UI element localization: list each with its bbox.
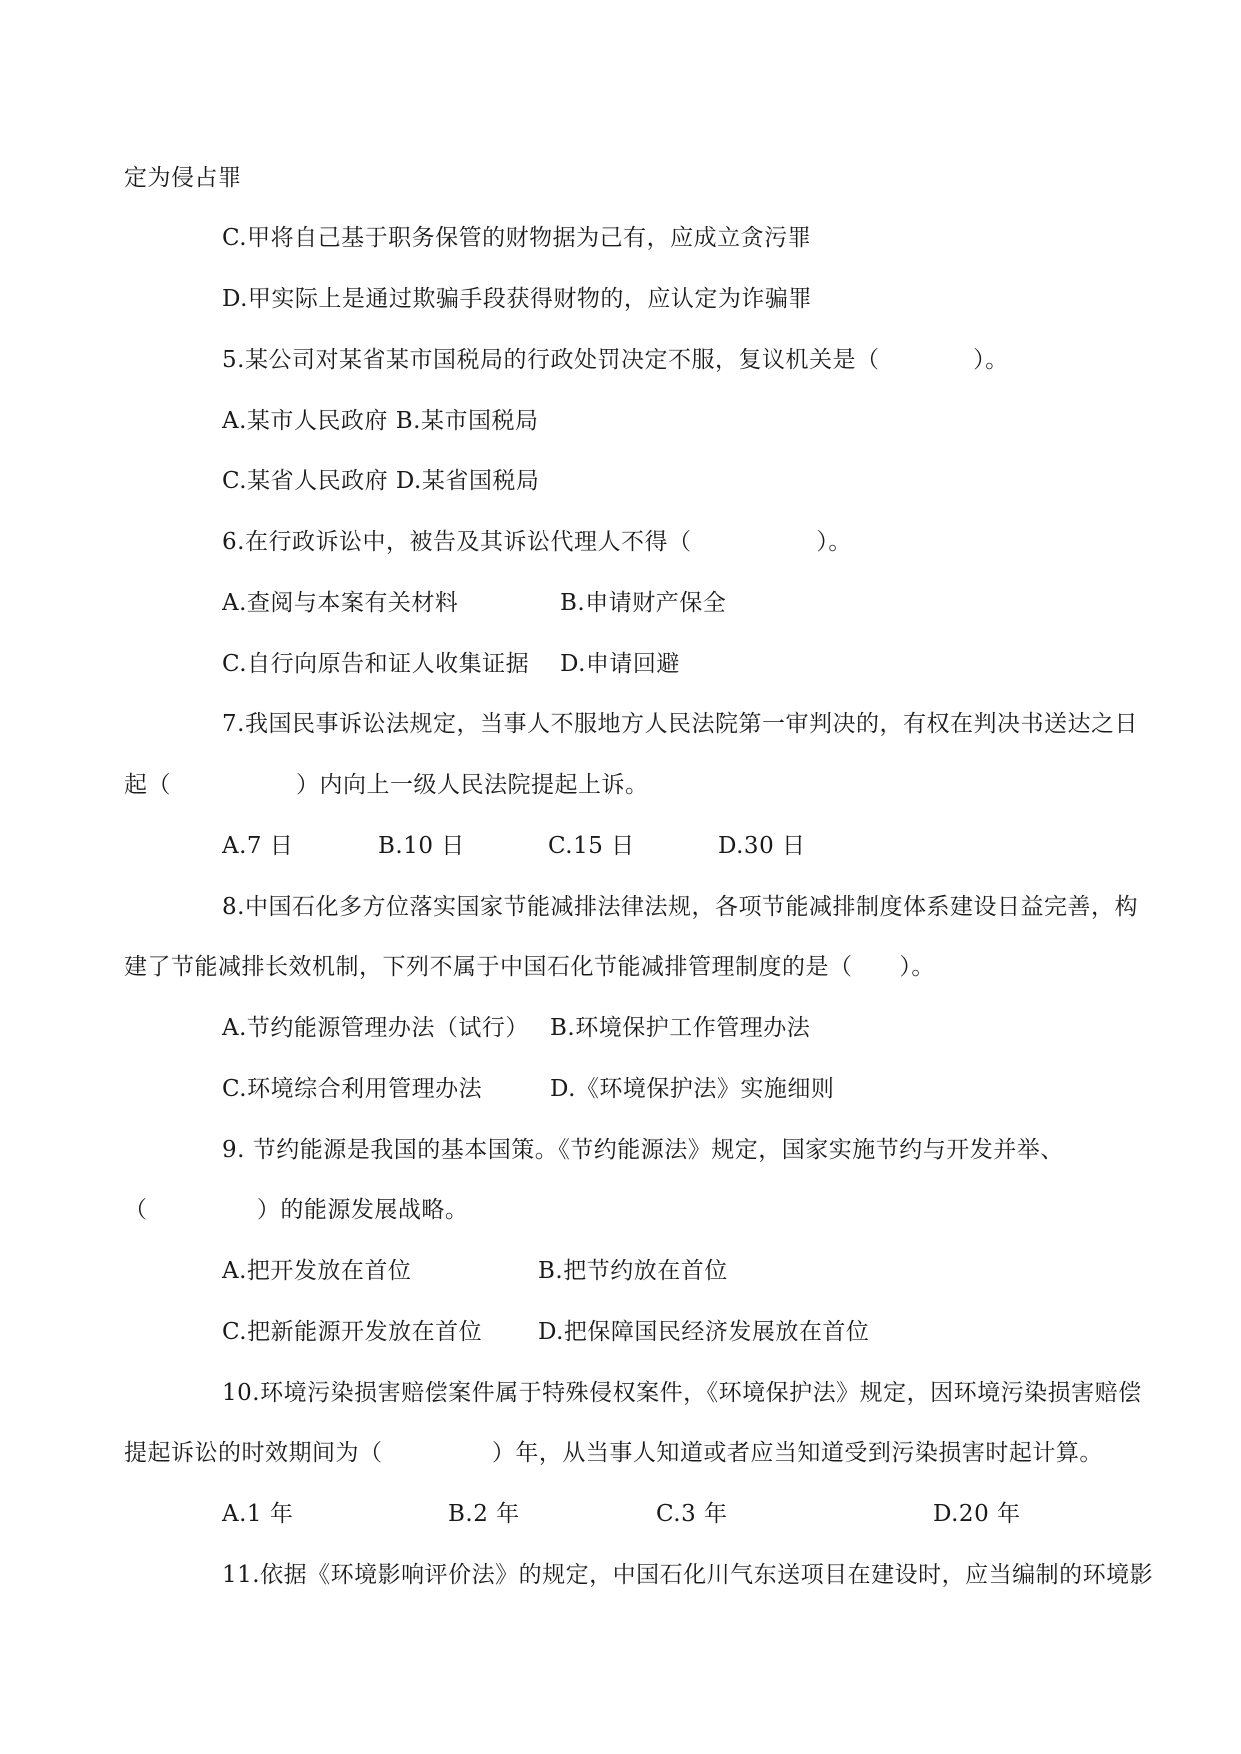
option-d-line: D.甲实际上是通过欺骗手段获得财物的，应认定为诈骗罪	[222, 286, 812, 312]
question-9-line2: （ ）的能源发展战略。	[124, 1197, 469, 1223]
q9-option-c: C.把新能源开发放在首位	[222, 1319, 483, 1345]
q8-option-b: B.环境保护工作管理办法	[550, 1015, 811, 1041]
q6-option-b: B.申请财产保全	[560, 590, 727, 616]
question-10-line2: 提起诉讼的时效期间为（ ）年，从当事人知道或者应当知道受到污染损害时起计算。	[124, 1440, 1103, 1466]
q9-option-d: D.把保障国民经济发展放在首位	[538, 1319, 870, 1345]
question-11-line1: 11.依据《环境影响评价法》的规定，中国石化川气东送项目在建设时，应当编制的环境影	[222, 1562, 1154, 1588]
question-8-line2: 建了节能减排长效机制，下列不属于中国石化节能减排管理制度的是（ ）。	[124, 954, 935, 980]
q6-option-d: D.申请回避	[560, 651, 680, 677]
q10-option-c: C.3 年	[656, 1501, 728, 1527]
q10-option-d: D.20 年	[933, 1501, 1021, 1527]
text-line: 定为侵占罪	[124, 165, 242, 191]
question-8-line1: 8.中国石化多方位落实国家节能减排法律法规，各项节能减排制度体系建设日益完善，构	[222, 894, 1138, 920]
question-9-line1: 9. 节约能源是我国的基本国策。《节约能源法》规定，国家实施节约与开发并举、	[222, 1137, 1064, 1163]
q10-option-a: A.1 年	[222, 1501, 294, 1527]
q7-option-c: C.15 日	[548, 833, 635, 859]
q8-option-a: A.节约能源管理办法（试行）	[222, 1015, 529, 1041]
q9-option-a: A.把开发放在首位	[222, 1258, 412, 1284]
q7-option-d: D.30 日	[718, 833, 806, 859]
q7-option-a: A.7 日	[222, 833, 294, 859]
q8-option-c: C.环境综合利用管理办法	[222, 1076, 483, 1102]
q5-options-cd: C.某省人民政府 D.某省国税局	[222, 468, 540, 494]
q9-option-b: B.把节约放在首位	[538, 1258, 728, 1284]
q6-option-c: C.自行向原告和证人收集证据	[222, 651, 530, 677]
q7-option-b: B.10 日	[378, 833, 465, 859]
q10-option-b: B.2 年	[448, 1501, 520, 1527]
question-7-line2: 起（ ）内向上一级人民法院提起上诉。	[124, 772, 649, 798]
question-5: 5.某公司对某省某市国税局的行政处罚决定不服，复议机关是（ ）。	[222, 347, 1009, 373]
q5-options-ab: A.某市人民政府 B.某市国税局	[222, 408, 539, 434]
question-6: 6.在行政诉讼中，被告及其诉讼代理人不得（ ）。	[222, 529, 852, 555]
option-c-line: C.甲将自己基于职务保管的财物据为己有，应成立贪污罪	[222, 225, 812, 251]
question-7-line1: 7.我国民事诉讼法规定，当事人不服地方人民法院第一审判决的，有权在判决书送达之日	[222, 711, 1138, 737]
q8-option-d: D.《环境保护法》实施细则	[550, 1076, 835, 1102]
question-10-line1: 10.环境污染损害赔偿案件属于特殊侵权案件，《环境保护法》规定，因环境污染损害赔偿	[222, 1380, 1142, 1406]
q6-option-a: A.查阅与本案有关材料	[222, 590, 459, 616]
